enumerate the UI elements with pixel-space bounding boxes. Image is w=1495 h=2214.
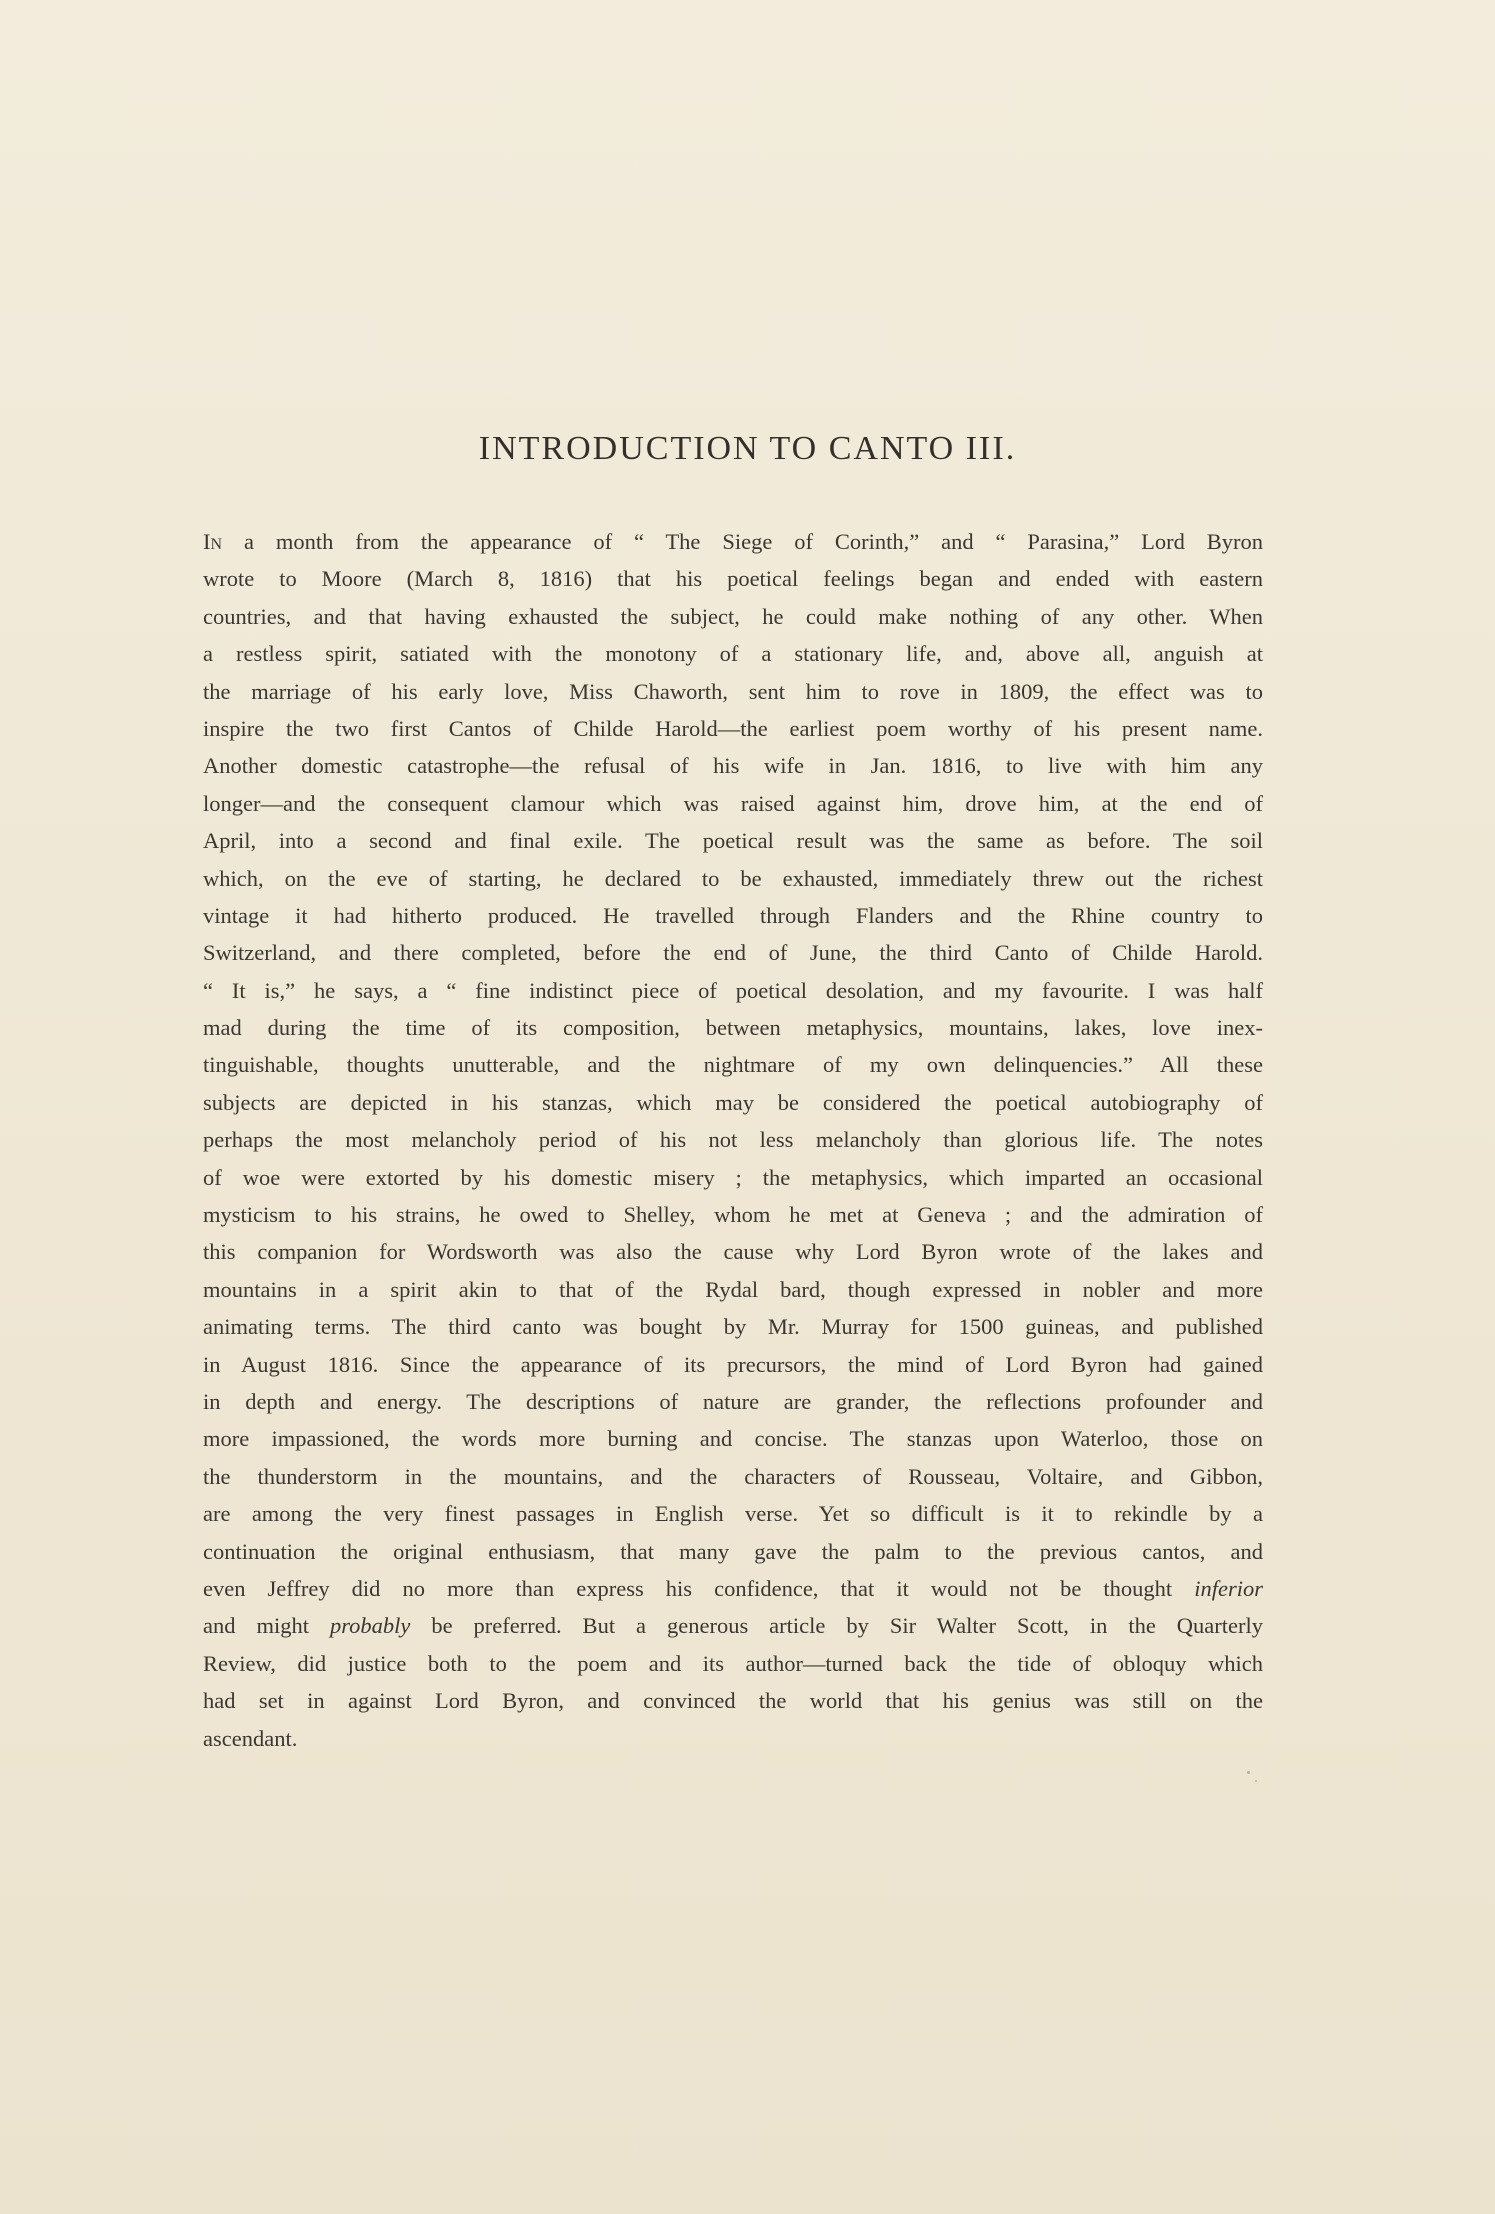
introduction-paragraph — [203, 523, 1263, 1757]
paragraph-line: perhaps the most melancholy period of his not less melancholy than glorious life. The notes — [203, 1127, 1263, 1153]
paragraph-line: of woe were extorted by his domestic misery ; the metaphysics, which imparted an occasional — [203, 1164, 1263, 1190]
paragraph-line: had set in against Lord Byron, and convinced the world that his genius was still on the — [203, 1688, 1263, 1714]
paper-speck — [1247, 1771, 1250, 1774]
paragraph-line: which, on the eve of starting, he declared to be exhausted, immediately threw out the richest — [203, 865, 1263, 891]
italic-word-probably: probably — [329, 1613, 411, 1639]
paragraph-line: mysticism to his strains, he owed to Shelley, whom he met at Geneva ; and the admiration of — [203, 1202, 1263, 1228]
paragraph-line: Review, did justice both to the poem and its author—turned back the tide of obloquy which — [203, 1650, 1263, 1676]
line-text: even Jeffrey did no more than express his confidence, that it would not be thought — [203, 1575, 1195, 1601]
paragraph-line: longer—and the consequent clamour which was raised against him, drove him, at the end of — [203, 790, 1263, 816]
opening-word: In — [203, 529, 223, 554]
page-title: INTRODUCTION TO CANTO III. — [478, 430, 1017, 467]
paragraph-line: Another domestic catastrophe—the refusal of his wife in Jan. 1816, to live with him any — [203, 753, 1263, 779]
paragraph-line — [203, 1607, 1263, 1644]
paragraph-line: mountains in a spirit akin to that of the Rydal bard, though expressed in nobler and more — [203, 1276, 1263, 1302]
paragraph-line: the marriage of his early love, Miss Chaworth, sent him to rove in 1809, the effect was to — [203, 678, 1263, 704]
paragraph-line: the thunderstorm in the mountains, and the characters of Rousseau, Voltaire, and Gibbon, — [203, 1463, 1263, 1489]
italic-word-inferior: inferior — [1194, 1575, 1263, 1601]
paragraph-line: a restless spirit, satiated with the monotony of a stationary life, and, above all, anguish at — [203, 641, 1263, 667]
paragraph-line: “ It is,” he says, a “ fine indistinct piece of poetical desolation, and my favourite. I was half — [203, 977, 1263, 1003]
paragraph-line: animating terms. The third canto was bought by Mr. Murray for 1500 guineas, and published — [203, 1314, 1263, 1340]
paragraph-line: continuation the original enthusiasm, that many gave the palm to the previous cantos, and — [203, 1538, 1263, 1564]
line-text: and might — [203, 1613, 330, 1639]
paragraph-line — [203, 1570, 1263, 1607]
paragraph-line: vintage it had hitherto produced. He travelled through Flanders and the Rhine country to — [203, 902, 1263, 928]
paragraph-line: inspire the two first Cantos of Childe Harold—the earliest poem worthy of his present name. — [203, 715, 1263, 741]
paragraph-line: April, into a second and final exile. The poetical result was the same as before. The soil — [203, 828, 1263, 854]
paragraph-line: subjects are depicted in his stanzas, which may be considered the poetical autobiography of — [203, 1089, 1263, 1115]
paragraph-line: this companion for Wordsworth was also the cause why Lord Byron wrote of the lakes and — [203, 1239, 1263, 1265]
paragraph-line: more impassioned, the words more burning and concise. The stanzas upon Waterloo, those on — [203, 1426, 1263, 1452]
paragraph-line — [203, 523, 1263, 560]
paper-speck — [1255, 1780, 1257, 1782]
paragraph-line: mad during the time of its composition, between metaphysics, mountains, lakes, love inex- — [203, 1015, 1263, 1041]
line-text: be preferred. But a generous article by Sir Walter Scott, in the Quarterly — [410, 1613, 1263, 1639]
paragraph-line: ascendant. — [203, 1725, 298, 1751]
paragraph-line: countries, and that having exhausted the subject, he could make nothing of any other. When — [203, 603, 1263, 629]
paragraph-line: in August 1816. Since the appearance of its precursors, the mind of Lord Byron had gained — [203, 1351, 1263, 1377]
paragraph-line: Switzerland, and there completed, before the end of June, the third Canto of Childe Harold. — [203, 940, 1263, 966]
paragraph-line: wrote to Moore (March 8, 1816) that his poetical feelings began and ended with eastern — [203, 566, 1263, 592]
paragraph-line: in depth and energy. The descriptions of nature are grander, the reflections profounder and — [203, 1388, 1263, 1414]
line-text: a month from the appearance of “ The Siege of Corinth,” and “ Parasina,” Lord Byron — [222, 529, 1263, 554]
paragraph-line: tinguishable, thoughts unutterable, and the nightmare of my own delinquencies.” All these — [203, 1052, 1263, 1078]
paragraph-line: are among the very finest passages in English verse. Yet so difficult is it to rekindle by a — [203, 1501, 1263, 1527]
